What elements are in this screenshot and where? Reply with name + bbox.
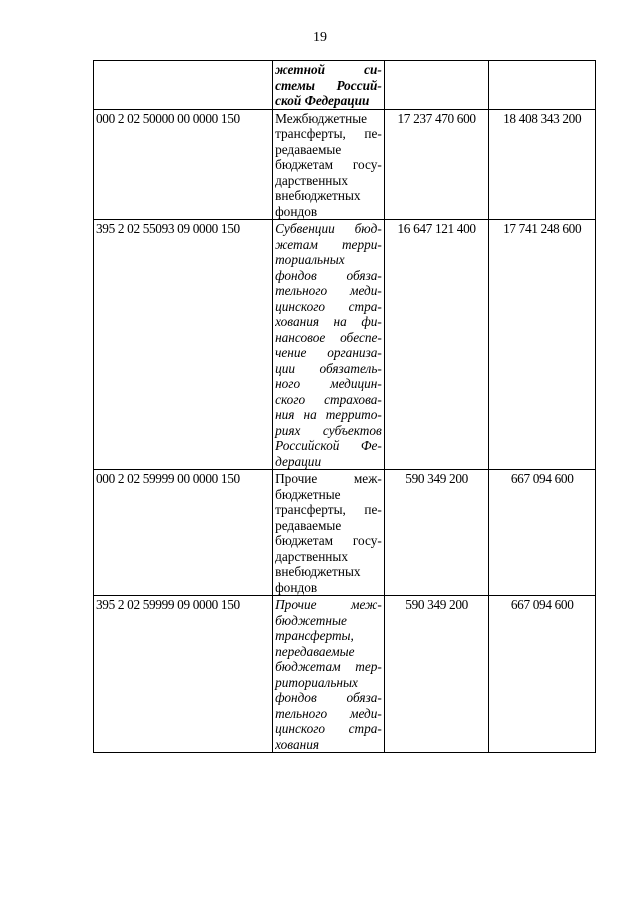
name-line: риях субъектов [275, 422, 382, 438]
amount-year-2-cell [489, 61, 596, 110]
name-line: риториальных [275, 674, 358, 690]
name-line: ского страхова- [275, 391, 382, 407]
name-line: ного медицин- [275, 376, 382, 391]
name-line: трансферты, пе- [275, 126, 382, 141]
name-line: передаваемые [275, 643, 355, 659]
name-line: Субвенции бюд- [275, 221, 382, 236]
name-line: Межбюджетные [275, 110, 368, 126]
budget-code-cell: 395 2 02 55093 09 0000 150 [94, 220, 273, 470]
name-line: цинского стра- [275, 298, 382, 314]
name-line: бюджетные [275, 486, 341, 502]
name-line: редаваемые [275, 141, 342, 157]
name-line: ния на террито- [275, 407, 382, 422]
name-line: хования [275, 736, 320, 752]
income-name-cell [273, 470, 385, 596]
name-line: нансовое обеспе- [275, 329, 382, 345]
name-line: дерации [275, 453, 322, 469]
name-line: Российской Фе- [275, 438, 382, 453]
amount-year-1-cell: 16 647 121 400 [384, 220, 489, 470]
amount-year-2-cell: 18 408 343 200 [489, 109, 596, 220]
name-line: Прочие меж- [275, 597, 382, 612]
table-row [94, 109, 596, 220]
name-line: тельного меди- [275, 705, 382, 721]
name-line: ской Федерации [275, 93, 370, 108]
name-line: бюджетам госу- [275, 533, 382, 548]
name-line: трансферты, [275, 628, 354, 643]
name-line: фондов [275, 203, 318, 219]
budget-code-cell: 000 2 02 59999 00 0000 150 [94, 470, 273, 596]
name-line: хования на фи- [275, 314, 382, 329]
name-line: ции обязатель- [275, 360, 382, 376]
budget-code-cell [94, 61, 273, 110]
name-line: Прочие меж- [275, 471, 382, 486]
name-line: ториальных [275, 252, 345, 267]
amount-year-2-cell: 667 094 600 [489, 596, 596, 753]
name-line: бюджетам госу- [275, 157, 382, 172]
income-name-cell [273, 596, 385, 753]
name-line: бюджетам тер- [275, 659, 382, 674]
name-line: жетной си- [275, 62, 382, 77]
amount-year-1-cell: 17 237 470 600 [384, 109, 489, 220]
name-line: дарственных [275, 548, 349, 564]
page-number: 19 [313, 30, 327, 45]
budget-code-cell: 395 2 02 59999 09 0000 150 [94, 596, 273, 753]
amount-year-1-cell [384, 61, 489, 110]
income-name-cell [273, 109, 385, 220]
name-line: бюджетные [275, 612, 347, 628]
name-line: тельного меди- [275, 283, 382, 298]
amount-year-1-cell: 590 349 200 [384, 596, 489, 753]
name-line: стемы Россий- [275, 77, 382, 93]
table-row [94, 61, 596, 110]
name-line: внебюджетных [275, 564, 361, 579]
name-line: жетам терри- [275, 236, 382, 252]
amount-year-2-cell: 17 741 248 600 [489, 220, 596, 470]
name-line: фондов [275, 579, 318, 595]
name-line: цинского стра- [275, 721, 382, 736]
table-row [94, 220, 596, 470]
name-line: фондов обяза- [275, 690, 382, 705]
table-row [94, 596, 596, 753]
name-line: трансферты, пе- [275, 502, 382, 517]
budget-code-cell: 000 2 02 50000 00 0000 150 [94, 109, 273, 220]
name-line: внебюджетных [275, 188, 361, 203]
budget-table [93, 60, 596, 753]
name-line: редаваемые [275, 517, 342, 533]
amount-year-2-cell: 667 094 600 [489, 470, 596, 596]
name-line: дарственных [275, 172, 349, 188]
name-line: чение организа- [275, 345, 382, 360]
amount-year-1-cell: 590 349 200 [384, 470, 489, 596]
income-name-cell [273, 220, 385, 470]
name-line: фондов обяза- [275, 267, 382, 283]
table-row [94, 470, 596, 596]
income-name-cell [273, 61, 385, 110]
